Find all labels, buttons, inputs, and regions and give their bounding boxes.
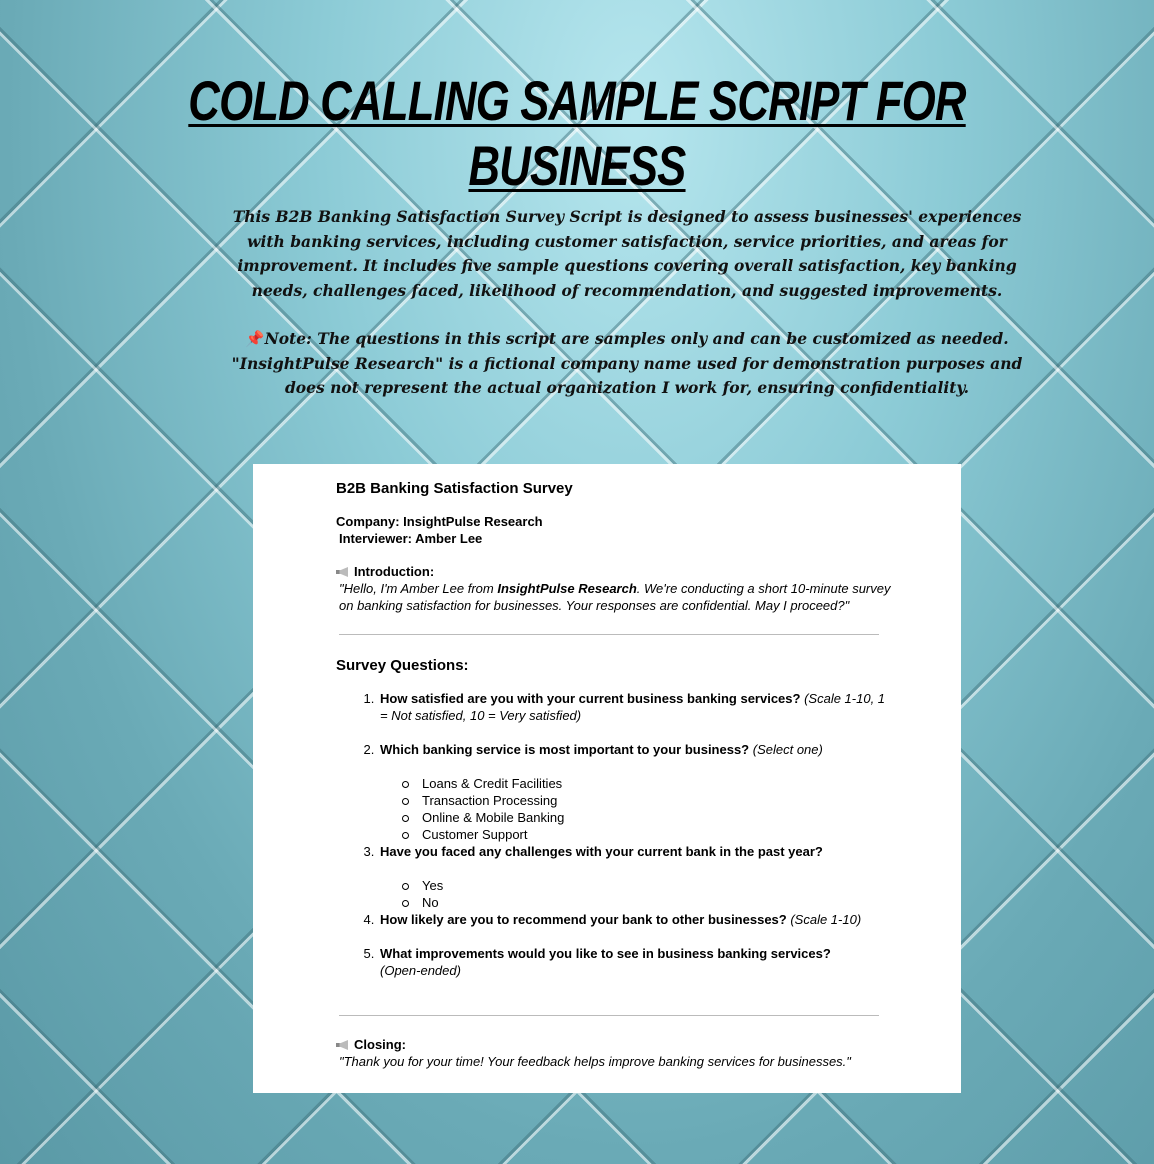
megaphone-icon (336, 567, 348, 577)
divider (339, 1015, 879, 1016)
question-item (378, 690, 896, 724)
divider (339, 634, 879, 635)
option-item: No (402, 894, 896, 911)
question-item (378, 911, 896, 928)
survey-document (253, 464, 961, 1093)
introduction-heading (336, 563, 896, 580)
pushpin-icon: 📌 (245, 329, 265, 348)
intro-quote-end: . We're conducting a short 10-minute survey on banking satisfaction for businesses. Your responses are confidential. May I proceed?" (339, 581, 891, 613)
intro-quote-start: "Hello, I'm Amber Lee from (339, 581, 498, 596)
intro-block (222, 205, 1032, 425)
question-note: (Select one) (752, 742, 823, 757)
option-list (380, 877, 896, 911)
question-text: What improvements would you like to see in business banking services? (380, 946, 831, 961)
closing-heading (336, 1036, 896, 1053)
survey-questions-heading: Survey Questions: (336, 657, 469, 674)
option-item: Customer Support (402, 826, 896, 843)
question-note: (Scale 1-10, 1 = Not satisfied, 10 = Very satisfied) (380, 691, 886, 723)
document-title: B2B Banking Satisfaction Survey (336, 480, 573, 497)
introduction-heading-label: Introduction: (354, 564, 435, 579)
megaphone-icon (336, 1040, 348, 1050)
note-body: Note: The questions in this script are samples only and can be customized as needed. "InsightPulse Research" is a fictional company name used for demonstration purposes and does not represent the actual organization I work for, ensuring confidentiality. (231, 329, 1023, 397)
question-list (336, 690, 896, 979)
question-text: Have you faced any challenges with your current bank in the past year? (380, 844, 823, 859)
option-item: Loans & Credit Facilities (402, 775, 896, 792)
question-note: (Scale 1-10) (790, 912, 862, 927)
question-text: How likely are you to recommend your bank to other businesses? (380, 912, 787, 927)
question-item (378, 741, 896, 843)
question-note: (Open-ended) (380, 963, 461, 978)
option-item: Yes (402, 877, 896, 894)
company-line: Company: InsightPulse Research (336, 514, 543, 529)
option-list (380, 775, 896, 843)
closing-quote: "Thank you for your time! Your feedback helps improve banking services for businesses." (339, 1054, 851, 1069)
intro-quote-company: InsightPulse Research (497, 581, 637, 596)
note-text (222, 327, 1032, 401)
interviewer-line: Interviewer: Amber Lee (339, 531, 483, 546)
option-item: Online & Mobile Banking (402, 809, 896, 826)
option-item: Transaction Processing (402, 792, 896, 809)
closing-heading-label: Closing: (354, 1037, 406, 1052)
description-text: This B2B Banking Satisfaction Survey Script is designed to assess businesses' experiences with banking services, including customer satisfaction, service priorities, and areas for improvement. It includes five sample questions covering overall satisfaction, key banking needs, challenges faced, likelihood of recommendation, and suggested improvements. (232, 207, 1022, 300)
page-title: COLD CALLING SAMPLE SCRIPT FOR BUSINESS (188, 69, 966, 197)
question-item (378, 945, 896, 979)
question-text: How satisfied are you with your current business banking services? (380, 691, 801, 706)
question-item (378, 843, 896, 911)
question-text: Which banking service is most important to your business? (380, 742, 750, 757)
introduction-quote (336, 580, 896, 614)
